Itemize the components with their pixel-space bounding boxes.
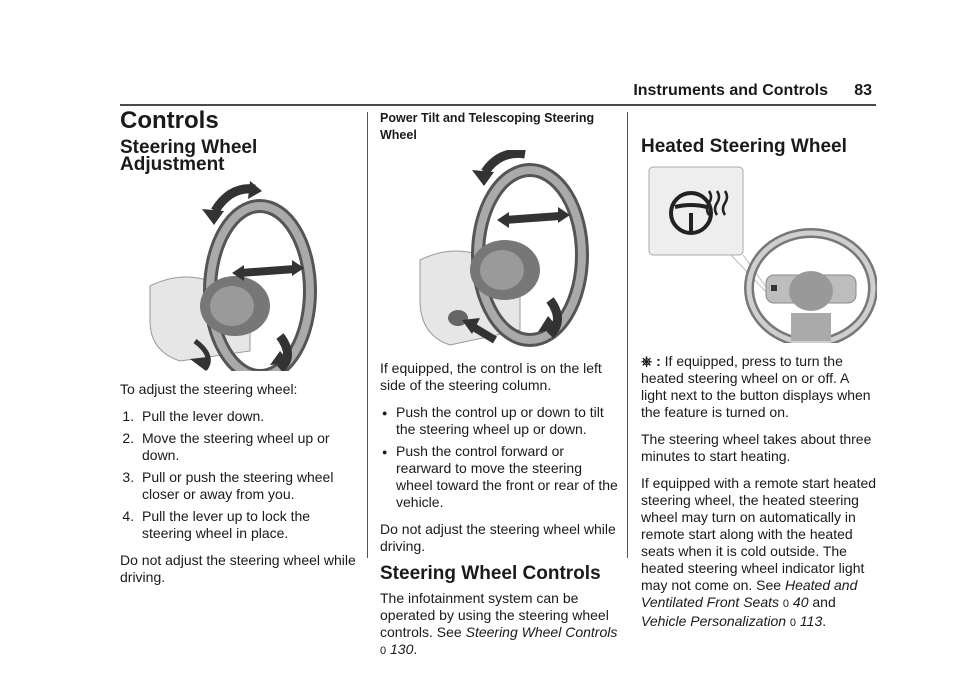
heated-wheel-p1 — [641, 353, 877, 421]
adjust-intro: To adjust the steering wheel: — [120, 381, 298, 397]
column-1 — [120, 107, 356, 596]
steering-controls-link[interactable]: Steering Wheel Controls — [465, 624, 618, 640]
power-tilt-caption: Power Tilt and Telescoping Steering Wheel — [380, 111, 595, 142]
body-text: The infotainment system can be operated by using the steering wheel controls. See — [380, 590, 609, 640]
page-ref-symbol: 0 — [782, 598, 790, 610]
heated-seats-link[interactable]: Heated and Ventilated Front Seats — [641, 577, 858, 610]
steering-controls-heading: Steering Wheel Controls — [380, 563, 601, 584]
list-item: 2. Move the steering wheel up or down. — [138, 430, 356, 464]
page-ref-symbol: 0 — [380, 645, 387, 657]
page-ref-number[interactable]: 40 — [792, 594, 809, 610]
steering-controls-body — [380, 590, 618, 660]
column-divider-1 — [367, 112, 368, 558]
steering-adjustment-illustration — [120, 181, 356, 371]
heated-wheel-p3 — [641, 475, 877, 632]
page-ref-symbol: 0 — [789, 617, 797, 629]
section-title: Instruments and Controls — [633, 82, 828, 99]
vehicle-personalization-link[interactable]: Vehicle Personalization — [641, 613, 787, 629]
body-text: If equipped, press to turn the heated steering wheel on or off. A light next to the button displays when the feature is turned on. — [641, 353, 871, 420]
column-3 — [641, 110, 877, 642]
page-number: 83 — [854, 82, 872, 99]
page-header — [0, 80, 960, 104]
heated-wheel-illustration — [641, 163, 877, 343]
body-text: . — [822, 613, 827, 629]
list-item: ● Push the control forward or rearward to move the steering wheel toward the front or rear of the vehicle. — [396, 443, 618, 511]
page-title: Controls — [120, 107, 219, 134]
adjust-warning: Do not adjust the steering wheel while driving. — [120, 552, 356, 585]
body-text: and — [808, 594, 836, 610]
steering-adjustment-heading: Steering Wheel Adjustment — [120, 137, 258, 175]
heated-wheel-icon: ⎈ — [641, 353, 653, 369]
page-ref-number[interactable]: 113 — [799, 613, 823, 629]
adjust-steps — [120, 408, 356, 542]
power-tilt-warning: Do not adjust the steering wheel while driving. — [380, 521, 616, 554]
page-ref-number[interactable]: 130 — [390, 641, 414, 657]
power-tilt-illustration — [380, 150, 616, 350]
power-tilt-intro: If equipped, the control is on the left side of the steering column. — [380, 360, 602, 393]
heated-wheel-p2: The steering wheel takes about three minutes to start heating. — [641, 431, 872, 464]
header-rule — [120, 104, 876, 106]
power-tilt-bullets — [380, 404, 618, 511]
icon-label: : — [652, 353, 665, 369]
list-item: 3. Pull or push the steering wheel closer or away from you. — [138, 469, 356, 503]
body-text: If equipped with a remote start heated steering wheel, the heated steering wheel may turn on automatically in remote start along with the heated seats when it is cold outside. The heated steering wheel indicator light may not come on. See — [641, 475, 877, 593]
list-item: 4. Pull the lever up to lock the steering wheel in place. — [138, 508, 356, 542]
column-divider-2 — [627, 112, 628, 558]
list-item: 1. Pull the lever down. — [138, 408, 356, 425]
body-text: . — [413, 641, 418, 657]
list-item: ● Push the control up or down to tilt the steering wheel up or down. — [396, 404, 618, 438]
column-2 — [380, 110, 618, 670]
heated-wheel-heading: Heated Steering Wheel — [641, 136, 847, 157]
